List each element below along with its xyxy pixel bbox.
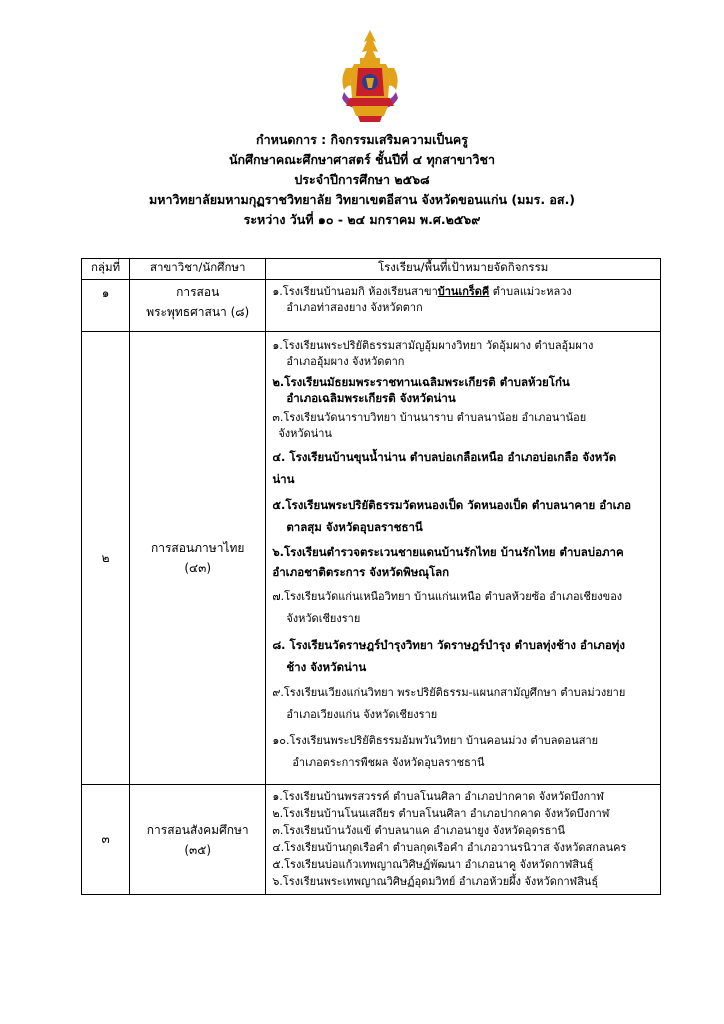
school-location: อำเภอชาติตระการ จังหวัดพิษณุโลก [272, 565, 450, 579]
school-location: ช้าง จังหวัดน่าน [286, 660, 367, 674]
schools-cell [266, 280, 661, 332]
list-item [272, 822, 656, 839]
major-name: การสอนภาษาไทย [150, 541, 245, 555]
school-name: ๔.โรงเรียนบ้านกุดเรือคำ ตำบลกุดเรือคำ อำเภอวานรนิวาส จังหวัดสกลนคร [272, 841, 627, 854]
major-cell [130, 785, 266, 895]
list-item [272, 542, 656, 582]
school-name: ๓.โรงเรียนบ้านวังแข้ ตำบลนาแค อำเภอนายูง จังหวัดอุดรธานี [272, 824, 566, 837]
list-item [272, 446, 656, 490]
header-date-range: ระหว่าง วันที่ ๑๐ - ๒๔ มกราคม พ.ศ.๒๕๖๙ [243, 212, 481, 227]
school-name: ๕.โรงเรียนบ่อแก้วเทพญาณวิศิษฏ์พัฒนา อำเภอนาคู จังหวัดกาฬสินธุ์ [272, 858, 594, 871]
school-location: อำเภอท่าสองยาง จังหวัดตาก [286, 301, 423, 314]
university-emblem-logo [336, 28, 404, 124]
group-number: ๓ [82, 785, 130, 895]
list-item [272, 873, 656, 890]
school-name: ๒.โรงเรียนบ้านโนนเสถียร ตำบลโนนศิลา อำเภอปากคาด จังหวัดบึงกาฬ [272, 807, 610, 820]
list-item [272, 338, 656, 370]
major-cell [130, 332, 266, 785]
school-name: ๓.โรงเรียนวัดนาราบวิทยา บ้านนาราบ ตำบลนาน้อย อำเภอนาน้อย [272, 411, 587, 424]
school-name: ๗.โรงเรียนวัดแก่นเหนือวิทยา บ้านแก่นเหนือ ตำบลห้วยซ้อ อำเภอเชียงของ [272, 590, 623, 603]
school-name: ๔. โรงเรียนบ้านขุนน้ำน่าน ตำบลบ่อเกลือเหนือ อำเภอบ่อเกลือ จังหวัด [272, 450, 617, 464]
activity-schedule-table [81, 258, 661, 895]
list-item [272, 856, 656, 873]
school-location: ตาลสุม จังหวัดอุบลราชธานี [286, 520, 423, 534]
school-name: ๒.โรงเรียนมัธยมพระราชทานเฉลิมพระเกียรติ ตำบลห้วยโก๋น [272, 375, 570, 389]
school-name: ๙.โรงเรียนเวียงแก่นวิทยา พระปริยัติธรรม-แผนกสามัญศึกษา ตำบลม่วงยาย [272, 686, 626, 699]
list-item [272, 730, 656, 774]
list-item [272, 788, 656, 805]
list-item [272, 494, 656, 538]
major-name: การสอน [176, 285, 220, 299]
list-item [272, 586, 656, 630]
list-item [272, 839, 656, 856]
school-location: อำเภออุ้มผาง จังหวัดตาก [286, 355, 405, 368]
table-row [82, 280, 661, 332]
major-count: (๔๓) [184, 561, 212, 575]
column-header-group: กลุ่มที่ [82, 259, 130, 280]
schools-cell [266, 785, 661, 895]
list-item [272, 634, 656, 678]
header-title: กำหนดการ : กิจกรรมเสริมความเป็นครู [256, 132, 468, 147]
major-count: พระพุทธศาสนา (๘) [146, 305, 250, 319]
school-name: ๘. โรงเรียนวัดราษฎร์บำรุงวิทยา วัดราษฎร์บำรุง ตำบลทุ่งช้าง อำเภอทุ่ง [272, 638, 625, 652]
school-text: ๑.โรงเรียนบ้านอมกิ ห้องเรียนสาขา [272, 285, 438, 298]
major-count: (๓๕) [184, 842, 212, 857]
school-name: ๕.โรงเรียนพระปริยัติธรรมวัดหนองเป็ด วัดหนองเป็ด ตำบลนาคาย อำเภอ [272, 498, 632, 512]
major-name: การสอนสังคมศึกษา [146, 822, 249, 837]
schools-cell [266, 332, 661, 785]
header-academic-year: ประจำปีการศึกษา ๒๕๖๘ [294, 172, 430, 187]
table-row [82, 332, 661, 785]
school-location: อำเภอเฉลิมพระเกียรติ จังหวัดน่าน [286, 391, 456, 405]
header-students: นักศึกษาคณะศึกษาศาสตร์ ชั้นปีที่ ๔ ทุกสาขาวิชา [229, 152, 495, 167]
list-item [272, 410, 656, 442]
group-number: ๒ [82, 332, 130, 785]
column-header-major: สาขาวิชา/นักศึกษา [130, 259, 266, 280]
school-location: อำเภอตระการพืชผล จังหวัดอุบลราชธานี [292, 756, 485, 769]
school-location: จังหวัดเชียงราย [286, 612, 361, 625]
header-university: มหาวิทยาลัยมหามกุฏราชวิทยาลัย วิทยาเขตอีสาน จังหวัดขอนแก่น (มมร. อส.) [148, 192, 576, 207]
major-cell [130, 280, 266, 332]
list-item [272, 805, 656, 822]
document-header [0, 130, 724, 230]
school-name: ๖.โรงเรียนพระเทพญาณวิศิษฏ์อุดมวิทย์ อำเภอห้วยผึ้ง จังหวัดกาฬสินธุ์ [272, 875, 599, 888]
table-row [82, 785, 661, 895]
list-item [272, 284, 656, 316]
school-name: ๑๐.โรงเรียนพระปริยัติธรรมอัมพวันวิทยา บ้านคอนม่วง ตำบลดอนสาย [272, 734, 599, 747]
school-name: ๑.โรงเรียนพระปริยัติธรรมสามัญอุ้มผางวิทยา วัดอุ้มผาง ตำบลอุ้มผาง [272, 339, 594, 352]
column-header-schools: โรงเรียน/พื้นที่เป้าหมายจัดกิจกรรม [266, 259, 661, 280]
school-name: ๖.โรงเรียนตำรวจตระเวนชายแดนบ้านรักไทย บ้านรักไทย ตำบลบ่อภาค [272, 545, 624, 559]
school-location: น่าน [272, 472, 295, 486]
school-highlight: บ้านเกร็ดคี [437, 285, 490, 298]
school-text: ตำบลแม่วะหลวง [489, 285, 572, 298]
table-header-row [82, 259, 661, 280]
list-item [272, 374, 656, 406]
list-item [272, 682, 656, 726]
school-name: ๑.โรงเรียนบ้านพรสวรรค์ ตำบลโนนศิลา อำเภอปากคาด จังหวัดบึงกาฬ [272, 790, 604, 803]
school-location: จังหวัดน่าน [278, 427, 332, 440]
group-number: ๑ [82, 280, 130, 332]
school-location: อำเภอเวียงแก่น จังหวัดเชียงราย [286, 708, 438, 721]
